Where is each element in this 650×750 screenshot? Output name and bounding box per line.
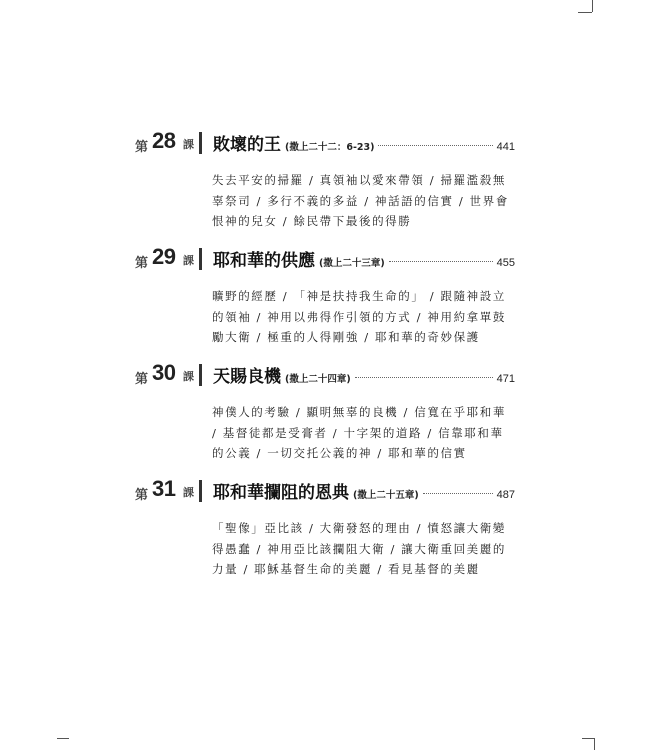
lesson-suffix: 課 — [183, 254, 194, 267]
lesson-number: 29 — [152, 244, 176, 269]
lesson-entry — [135, 360, 515, 460]
lesson-title[interactable]: 天賜良機 — [213, 367, 281, 387]
crop-mark-bottom-right — [582, 738, 594, 739]
dot-leader — [423, 493, 493, 494]
divider-bar — [199, 364, 202, 386]
scripture-reference: (撒上二十二：6-23) — [285, 142, 375, 153]
lesson-title[interactable]: 耶和華的供應 — [213, 251, 315, 271]
crop-mark-top — [578, 12, 592, 13]
dot-leader — [355, 377, 493, 378]
lesson-suffix: 課 — [183, 486, 194, 499]
lesson-entry — [135, 476, 515, 576]
lesson-prefix: 第 — [135, 372, 149, 387]
crop-mark-top — [592, 0, 593, 12]
title-line — [213, 130, 515, 155]
crop-mark-bottom-right — [594, 738, 595, 750]
lesson-heading — [135, 244, 515, 274]
lesson-prefix: 第 — [135, 256, 149, 271]
divider-bar — [199, 480, 202, 502]
scripture-reference: (撒上二十三章) — [319, 258, 385, 269]
lesson-prefix: 第 — [135, 488, 149, 503]
page-number[interactable]: 471 — [496, 373, 515, 385]
lesson-topics: 「聖像」亞比該 / 大衛發怒的理由 / 憤怒讓大衛變得愚蠢 / 神用亞比該攔阻大衛 / 讓大衛重回美麗的力量 / 耶穌基督生命的美麗 / 看見基督的美麗 — [212, 521, 506, 576]
divider-bar — [199, 132, 202, 154]
lesson-number: 31 — [152, 476, 176, 501]
lesson-heading — [135, 128, 515, 158]
lesson-topics: 神僕人的考驗 / 顯明無辜的良機 / 信寬在乎耶和華 / 基督徒都是受膏者 / 十字架的道路 / 信靠耶和華的公義 / 一切交托公義的神 / 耶和華的信實 — [212, 405, 506, 460]
lesson-topics: 曠野的經歷 / 「神是扶持我生命的」 / 跟隨神設立的領袖 / 神用以弗得作引領的方式 / 神用約拿單鼓勵大衛 / 極重的人得剛強 / 耶和華的奇妙保護 — [212, 289, 506, 344]
title-line — [213, 478, 515, 503]
lesson-title[interactable]: 敗壞的王 — [213, 135, 281, 155]
lesson-entry — [135, 128, 515, 228]
lesson-entry — [135, 244, 515, 344]
page-number[interactable]: 487 — [496, 489, 515, 501]
lesson-heading — [135, 360, 515, 390]
lesson-suffix: 課 — [183, 370, 194, 383]
lesson-suffix: 課 — [183, 138, 194, 151]
dot-leader — [389, 261, 493, 262]
scripture-reference: (撒上二十四章) — [285, 374, 351, 385]
lesson-number: 30 — [152, 360, 176, 385]
lesson-heading — [135, 476, 515, 506]
crop-mark-bottom-left — [57, 738, 69, 739]
lesson-topics: 失去平安的掃羅 / 真領袖以愛來帶領 / 掃羅濫殺無辜祭司 / 多行不義的多益 / 神話語的信實 / 世界會恨神的兒女 / 餘民帶下最後的得勝 — [212, 173, 509, 228]
lesson-prefix: 第 — [135, 140, 149, 155]
page-number[interactable]: 455 — [496, 257, 515, 269]
dot-leader — [378, 145, 492, 146]
divider-bar — [199, 248, 202, 270]
page-number[interactable]: 441 — [496, 141, 515, 153]
title-line — [213, 362, 515, 387]
title-line — [213, 246, 515, 271]
scripture-reference: (撒上二十五章) — [353, 490, 419, 501]
lesson-title[interactable]: 耶和華攔阻的恩典 — [213, 483, 349, 503]
lesson-number: 28 — [152, 128, 176, 153]
